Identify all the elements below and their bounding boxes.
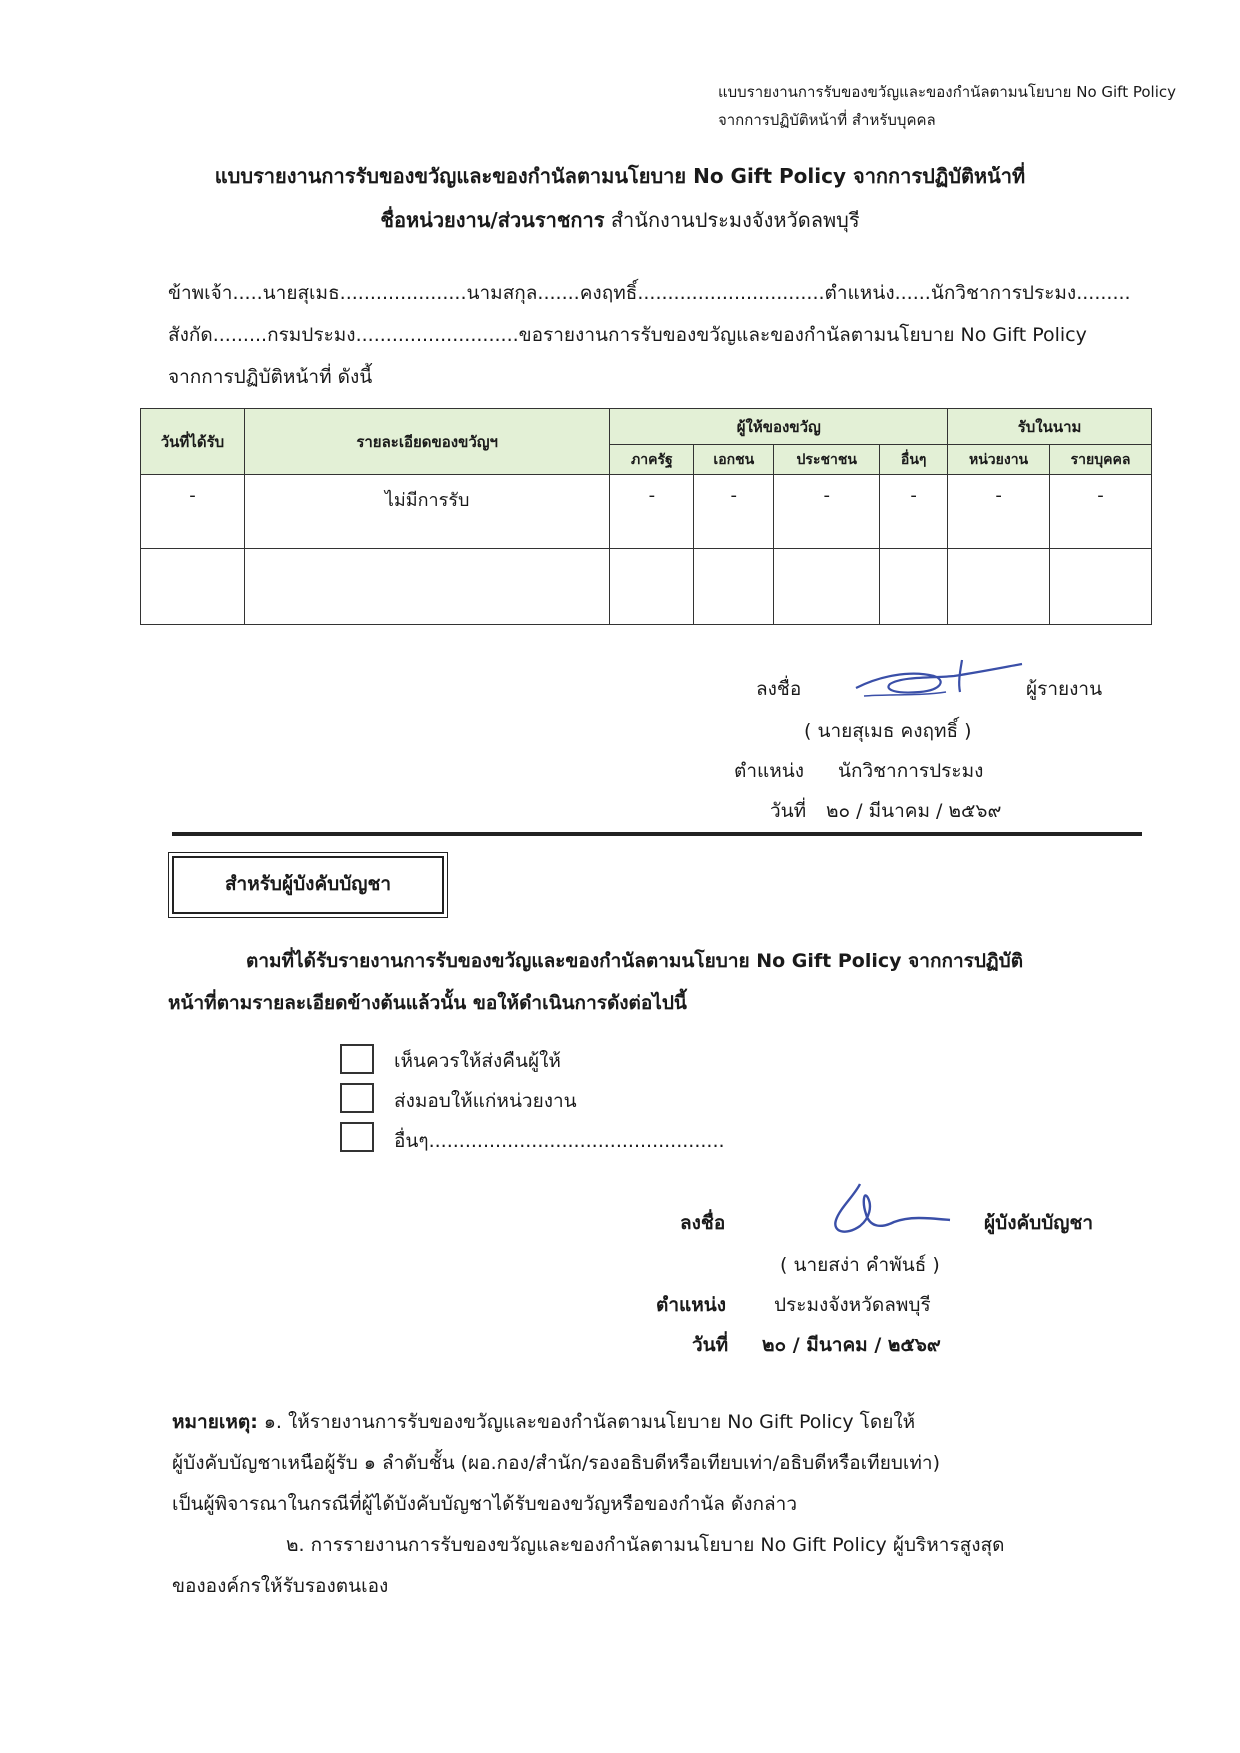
note-label: หมายเหตุ:	[172, 1411, 258, 1433]
reporter-signature-icon	[850, 656, 1030, 708]
col-date-header: วันที่ได้รับ	[141, 409, 245, 475]
giver-col-gov: ภาครัฐ	[610, 445, 694, 475]
header-line-1: แบบรายงานการรับของขวัญและของกำนัลตามนโยบาย No Gift Policy	[717, 83, 1176, 101]
table-cell	[141, 549, 245, 625]
supervisor-box	[168, 852, 448, 918]
page-title: แบบรายงานการรับของขวัญและของกำนัลตามนโยบาย No Gift Policy จากการปฏิบัติหน้าที่	[214, 164, 1026, 188]
supervisor-box-title: สำหรับผู้บังคับบัญชา	[224, 873, 392, 895]
header-line-2: จากการปฏิบัติหน้าที่ สำหรับบุคคล	[717, 111, 936, 129]
col-giver-header: ผู้ให้ของขวัญ	[610, 409, 948, 445]
table-cell: -	[694, 475, 774, 549]
form-header	[718, 78, 1176, 134]
note-line-1	[172, 1402, 1112, 1443]
note-line-5: ขององค์กรให้รับรองตนเอง	[172, 1575, 389, 1597]
table-cell	[1050, 549, 1152, 625]
reporter-sign-label: ลงชื่อ	[756, 678, 802, 700]
supervisor-date-label: วันที่	[692, 1334, 729, 1356]
supervisor-position-label: ตำแหน่ง	[656, 1294, 727, 1316]
option-deliver-agency: ส่งมอบให้แก่หน่วยงาน	[394, 1090, 577, 1112]
supervisor-position: ประมงจังหวัดลพบุรี	[774, 1294, 931, 1316]
reporter-line-1: ข้าพเจ้า.....นายสุเมธ.....................นามสกุล.......คงฤทธิ์...............................ตำแหน่ง......นักวิชาการประมง.........	[168, 282, 1131, 304]
table-cell: -	[610, 475, 694, 549]
reporter-position-label: ตำแหน่ง	[734, 760, 805, 782]
reporter-line-3: จากการปฏิบัติหน้าที่ ดังนี้	[168, 366, 373, 388]
supervisor-role: ผู้บังคับบัญชา	[984, 1212, 1094, 1234]
col-received-header: รับในนาม	[948, 409, 1152, 445]
table-cell	[694, 549, 774, 625]
reporter-name: ( นายสุเมธ คงฤทธิ์ )	[804, 720, 972, 742]
checkbox-deliver-agency[interactable]	[340, 1083, 374, 1113]
table-row	[141, 549, 1152, 625]
agency-line	[0, 204, 1240, 236]
table-cell: -	[1050, 475, 1152, 549]
table-cell	[610, 549, 694, 625]
table-cell: -	[948, 475, 1050, 549]
table-cell: -	[880, 475, 948, 549]
supervisor-date: ๒๐ / มีนาคม / ๒๕๖๙	[762, 1334, 941, 1356]
reporter-date-label: วันที่	[770, 800, 807, 822]
giver-col-private: เอกชน	[694, 445, 774, 475]
table-cell: -	[141, 475, 245, 549]
option-return-giver: เห็นควรให้ส่งคืนผู้ให้	[394, 1050, 561, 1072]
received-col-personal: รายบุคคล	[1050, 445, 1152, 475]
supervisor-signature-icon	[820, 1176, 960, 1248]
col-detail-header: รายละเอียดของขวัญฯ	[244, 409, 610, 475]
note-line-3: เป็นผู้พิจารณาในกรณีที่ผู้ได้บังคับบัญชาได้รับของขวัญหรือของกำนัล ดังกล่าว	[172, 1493, 798, 1515]
reporter-paragraph	[168, 272, 1131, 398]
note-line-2: ผู้บังคับบัญชาเหนือผู้รับ ๑ ลำดับชั้น (ผอ.กอง/สำนัก/รองอธิบดีหรือเทียบเท่า/อธิบดีหรือเทียบเท่า)	[172, 1452, 940, 1474]
option-other: อื่นๆ.................................................	[394, 1130, 725, 1152]
section-divider	[172, 832, 1142, 836]
reporter-line-2: สังกัด.........กรมประมง...........................ขอรายงานการรับของขวัญและของกำนัลตามนโยบาย No Gift Policy	[168, 324, 1087, 346]
received-col-agency: หน่วยงาน	[948, 445, 1050, 475]
supervisor-sign-label: ลงชื่อ	[680, 1212, 726, 1234]
table-cell: -	[774, 475, 880, 549]
reporter-position: นักวิชาการประมง	[838, 760, 984, 782]
agency-label: ชื่อหน่วยงาน/ส่วนราชการ	[380, 208, 605, 232]
note-text-1: ๑. ให้รายงานการรับของขวัญและของกำนัลตามนโยบาย No Gift Policy โดยให้	[257, 1411, 916, 1433]
gift-table	[140, 408, 1152, 625]
giver-col-other: อื่นๆ	[880, 445, 948, 475]
supervisor-para-2: หน้าที่ตามรายละเอียดข้างต้นแล้วนั้น ขอให้ดำเนินการดังต่อไปนี้	[168, 992, 687, 1014]
table-row	[141, 475, 1152, 549]
table-cell	[880, 549, 948, 625]
giver-col-public: ประชาชน	[774, 445, 880, 475]
reporter-role: ผู้รายงาน	[1026, 678, 1103, 700]
agency-name: สำนักงานประมงจังหวัดลพบุรี	[604, 208, 860, 232]
table-cell	[774, 549, 880, 625]
checkbox-return-giver[interactable]	[340, 1044, 374, 1074]
supervisor-para-1: ตามที่ได้รับรายงานการรับของขวัญและของกำนัลตามนโยบาย No Gift Policy จากการปฏิบัติ	[246, 950, 1024, 972]
checkbox-other[interactable]	[340, 1122, 374, 1152]
reporter-date: ๒๐ / มีนาคม / ๒๕๖๙	[826, 800, 1002, 822]
table-cell	[244, 549, 610, 625]
table-cell: ไม่มีการรับ	[244, 475, 610, 549]
table-cell	[948, 549, 1050, 625]
supervisor-name: ( นายสง่า คำพันธ์ )	[780, 1254, 940, 1276]
note-line-4: ๒. การรายงานการรับของขวัญและของกำนัลตามนโยบาย No Gift Policy ผู้บริหารสูงสุด	[286, 1534, 1005, 1556]
